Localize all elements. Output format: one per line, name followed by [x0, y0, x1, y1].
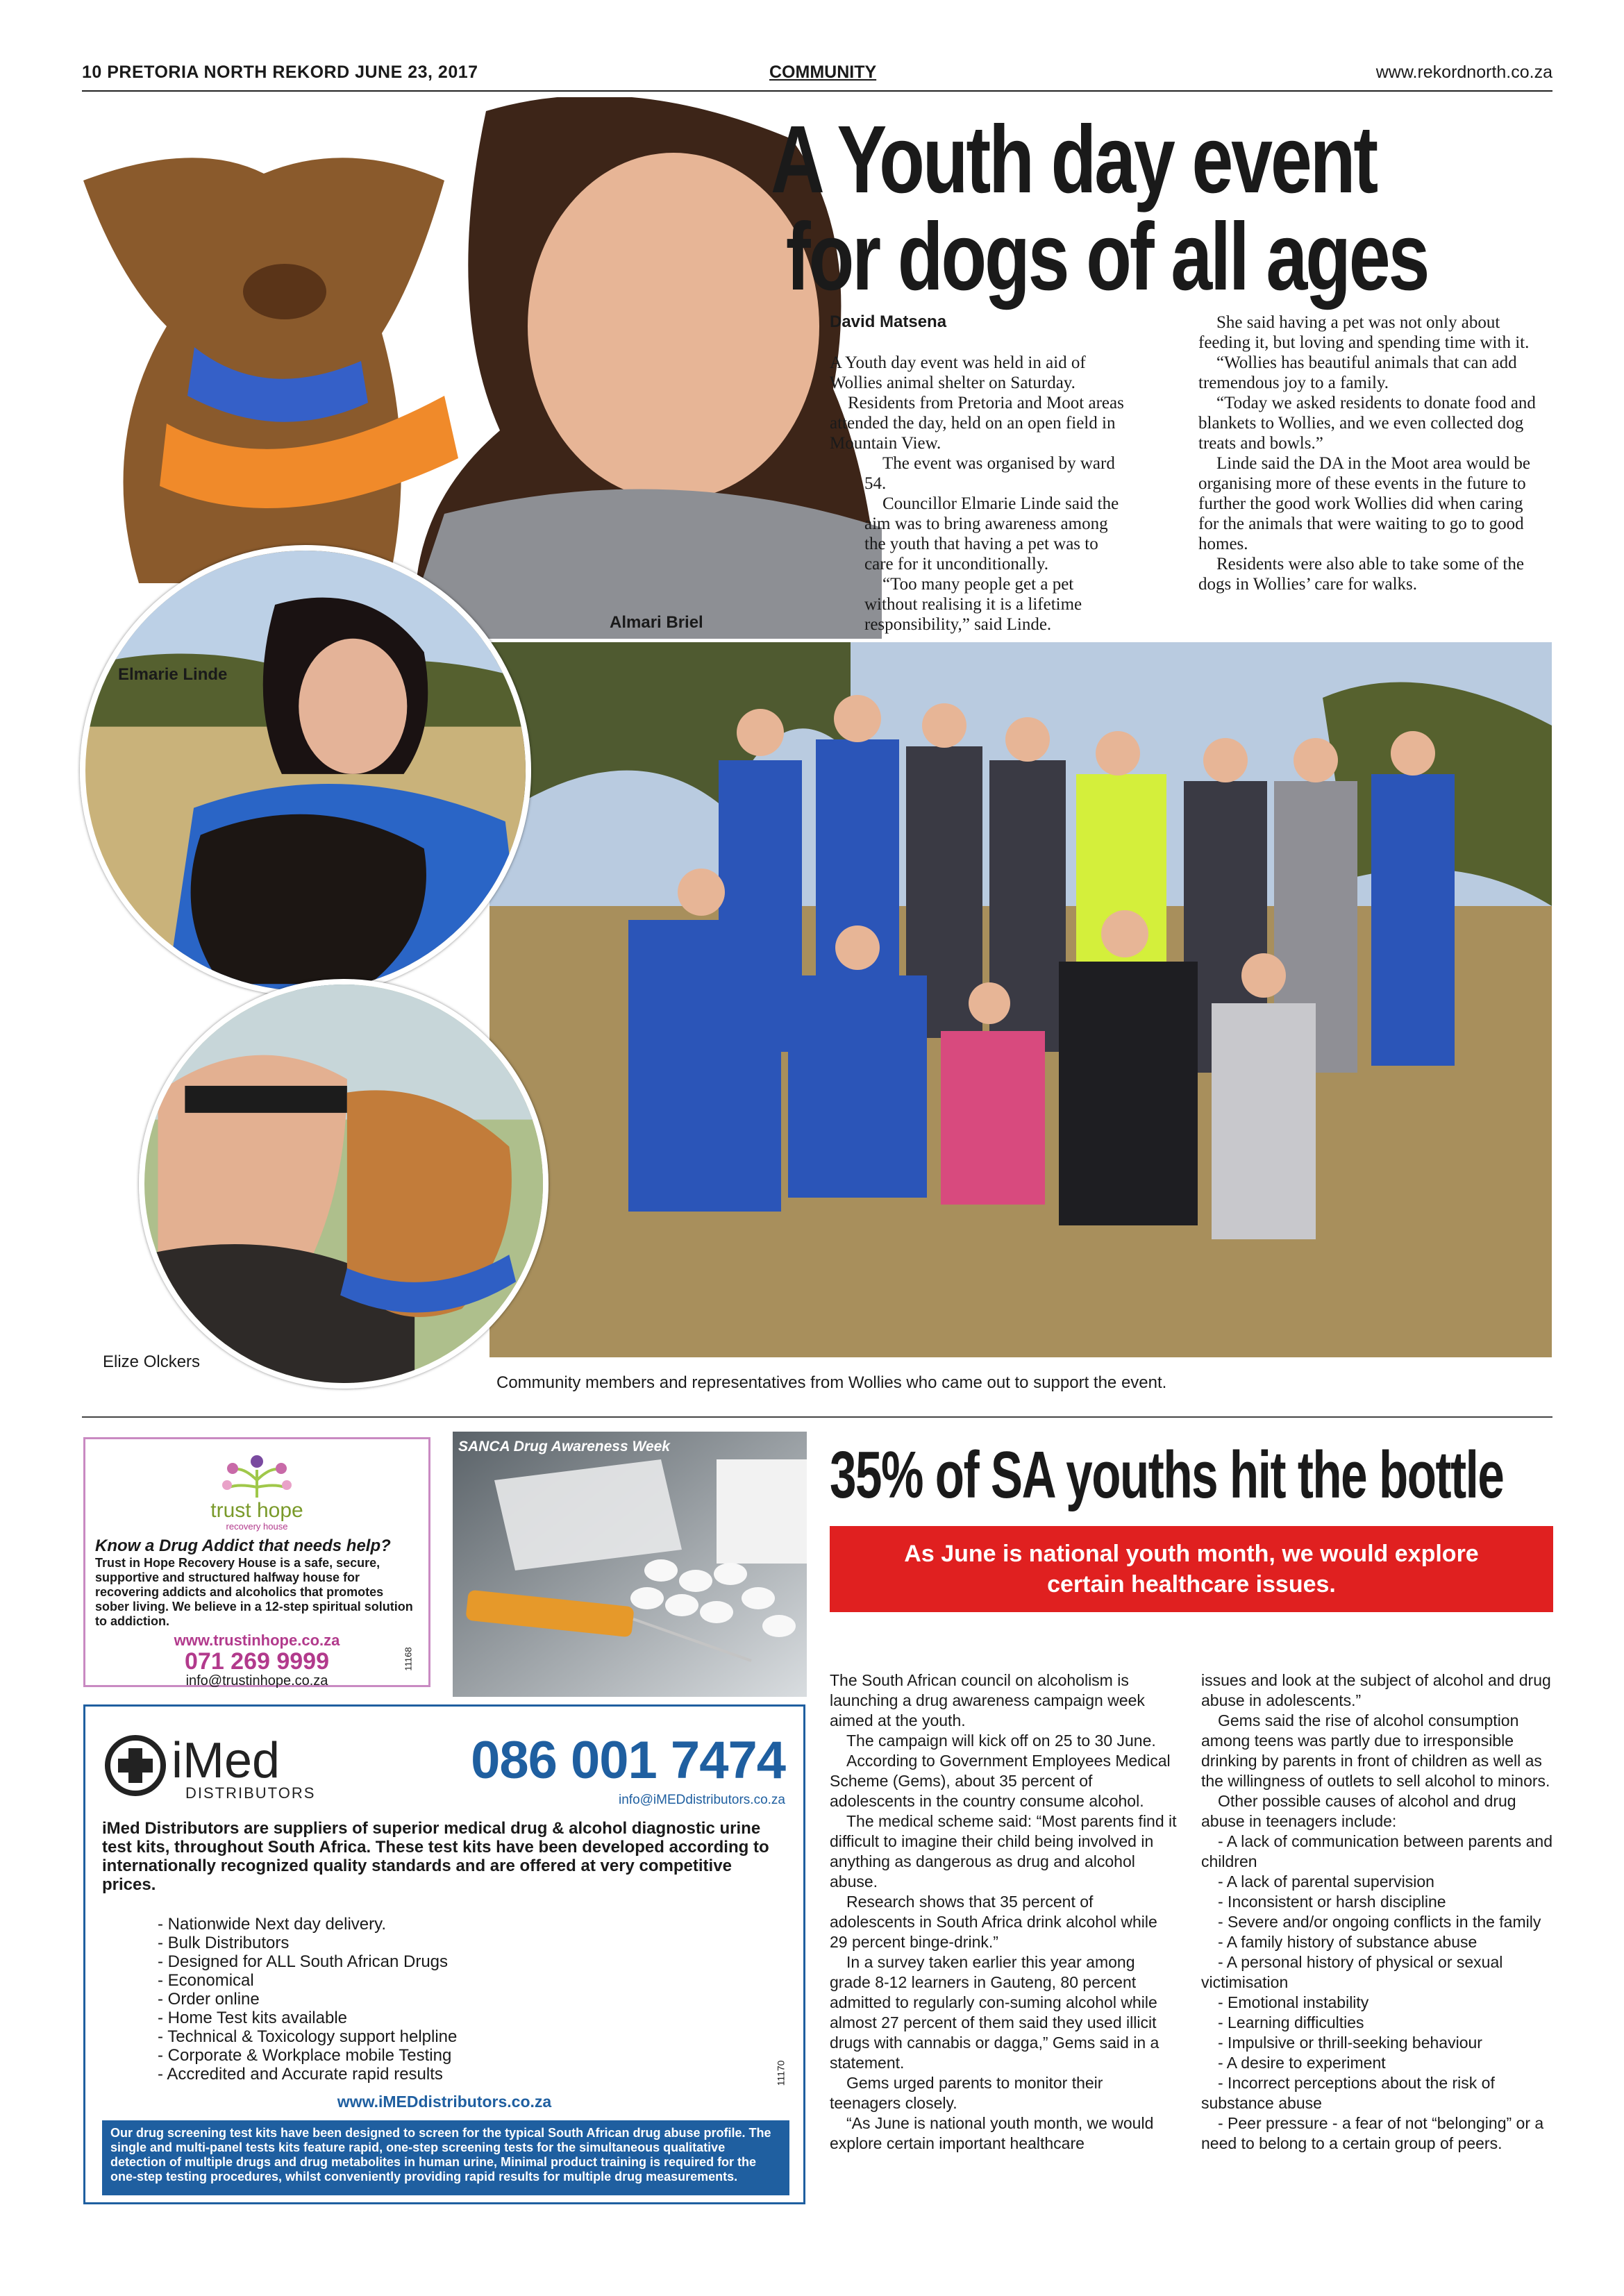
- article1-col1-paragraph: The event was organised by ward 54.: [864, 454, 1115, 493]
- article2-col1-paragraph: Research shows that 35 percent of adolescents in South Africa drink alcohol while 29 percent binge-drink.”: [830, 1893, 1157, 1951]
- article2-col1-paragraph: In a survey taken earlier this year among grade 8-12 learners in Gauteng, 80 percent admitted to regularly con-suming alcohol while almost 27 percent of them said they used illicit drugs with cannabis or dagga,” Gems said in a statement.: [830, 1953, 1160, 2072]
- article1-col1-paragraph: A Youth day event was held in aid of Wollies animal shelter on Saturday.: [830, 353, 1086, 392]
- caption-elmarie-linde: Elmarie Linde: [118, 665, 228, 684]
- article1-byline: David Matsena: [830, 312, 947, 331]
- caption-almari-briel: Almari Briel: [610, 613, 703, 632]
- article2-col2-list-item: - A family history of substance abuse: [1218, 1933, 1477, 1951]
- article2-col2-paragraph: issues and look at the subject of alcohol and drug abuse in adolescents.”: [1201, 1671, 1551, 1709]
- article2-col1-paragraph: The medical scheme said: “Most parents find it difficult to imagine their child being involved in anything as dangerous as drug and alcohol abuse.: [830, 1812, 1177, 1891]
- trust-hope-logo-text: trust hope: [210, 1499, 303, 1522]
- ad-imed-distributors: [83, 1704, 805, 2204]
- imed-ad-code: 11170: [775, 2060, 787, 2086]
- article2-col2-list-item: - Inconsistent or harsh discipline: [1218, 1893, 1446, 1911]
- article1-col1-paragraph: Councillor Elmarie Linde said the aim was to bring awareness among the youth that having a pet was to care for it unconditionally.: [864, 494, 1119, 573]
- trust-hope-logo-sub: recovery house: [226, 1521, 288, 1532]
- photo-elize-olckers: [139, 979, 549, 1389]
- caption-elize-olckers: Elize Olckers: [103, 1352, 201, 1371]
- article2-col2-list-item: - A desire to experiment: [1218, 2054, 1386, 2072]
- imed-feature-item: - Accredited and Accurate rapid results: [158, 2065, 443, 2084]
- ad-trust-phone[interactable]: 071 269 9999: [185, 1648, 329, 1675]
- ad-trust-email[interactable]: info@trustinhope.co.za: [185, 1673, 328, 1689]
- article2-column-2: [1201, 1670, 1554, 2154]
- article1-col2-paragraph: “Wollies has beautiful animals that can add tremendous joy to a family.: [1198, 353, 1517, 392]
- article2-col2-list-item: - A lack of communication between parents and children: [1201, 1832, 1553, 1870]
- article1-col2-paragraph: She said having a pet was not only about feeding it, but loving and spending time with it.: [1198, 313, 1530, 352]
- article2-subhead-line2: certain healthcare issues.: [1047, 1571, 1336, 1598]
- photo-drugs-syringe: [453, 1432, 807, 1697]
- article2-subhead-line1: As June is national youth month, we would explore: [904, 1541, 1479, 1567]
- imed-phone[interactable]: 086 001 7474: [471, 1731, 785, 1790]
- caption-group-photo: Community members and representatives from Wollies who came out to support the event.: [496, 1373, 1167, 1392]
- article2-col2-list-item: - Severe and/or ongoing conflicts in the family: [1218, 1913, 1541, 1931]
- article2-col1-paragraph: Gems urged parents to monitor their teenagers closely.: [830, 2074, 1103, 2112]
- ad-trust-body: Trust in Hope Recovery House is a safe, secure, supportive and structured halfway house for recovering addicts and alcoholics that promotes sober living. We believe in a 12-step spiritual solution to addiction.: [95, 1556, 413, 1628]
- imed-feature-item: - Economical: [158, 1971, 254, 1990]
- article2-col2-paragraph: Gems said the rise of alcohol consumption among teens was partly due to irresponsible drinking by parents in front of children as well as the willingness of outlets to sell alcohol to minors.: [1201, 1711, 1550, 1790]
- article1-col2-paragraph: “Today we asked residents to donate food and blankets to Wollies, and we even collected dog treats and bowls.”: [1198, 394, 1536, 453]
- imed-brand: iMed: [171, 1733, 281, 1788]
- website-link[interactable]: www.rekordnorth.co.za: [1375, 62, 1552, 82]
- imed-intro: iMed Distributors are suppliers of superior medical drug & alcohol diagnostic urine test kits, throughout South Africa. These test kits have been developed according to internationally recognized quality standards and are offered at very competitive prices.: [102, 1819, 769, 1894]
- article2-col2-list-item: - Impulsive or thrill-seeking behaviour: [1218, 2034, 1482, 2052]
- ad-trust-in-hope: [83, 1437, 430, 1687]
- article2-col2-list-item: - A lack of parental supervision: [1218, 1872, 1434, 1891]
- section-title: COMMUNITY: [769, 62, 877, 82]
- trust-hope-logo: [191, 1449, 323, 1532]
- article1-col1-paragraph: “Too many people get a pet without realising it is a lifetime responsibility,” said Linde.: [864, 575, 1082, 634]
- imed-feature-list: [158, 1915, 457, 2084]
- imed-feature-item: - Nationwide Next day delivery.: [158, 1915, 387, 1934]
- article2-col2-list-item: - A personal history of physical or sexual victimisation: [1201, 1953, 1503, 1991]
- ad-trust-title: Know a Drug Addict that needs help?: [95, 1536, 391, 1555]
- ad-trust-code: 11168: [403, 1647, 414, 1671]
- page-folio: 10 PRETORIA NORTH REKORD JUNE 23, 2017: [82, 62, 478, 82]
- imed-bottom-banner: Our drug screening test kits have been designed to screen for the typical South African drug abuse profile. The single and multi-panel tests kits feature rapid, one-step screening tests for the simultaneous qualitative detection of multiple drugs and drug metabolites in human urine, Minimal product training is required for the one-step testing procedures, whilst conveniently providing rapid results for multiple drug measurements.: [102, 2120, 789, 2195]
- article1-headline-line1: A Youth day event: [771, 106, 1377, 213]
- photo-elmarie-linde: [80, 545, 531, 996]
- article2-col2-list-item: - Incorrect perceptions about the risk of substance abuse: [1201, 2074, 1495, 2112]
- imed-feature-item: - Home Test kits available: [158, 2009, 347, 2027]
- article2-headline: 35% of SA youths hit the bottle: [830, 1438, 1504, 1512]
- article2-col2-list-item: - Learning difficulties: [1218, 2013, 1364, 2031]
- section-divider: [82, 1416, 1552, 1418]
- imed-feature-item: - Designed for ALL South African Drugs: [158, 1952, 449, 1971]
- article2-col1-paragraph: According to Government Employees Medical Scheme (Gems), about 35 percent of adolescents in the country consume alcohol.: [830, 1752, 1171, 1810]
- imed-feature-item: - Order online: [158, 1990, 260, 2009]
- imed-feature-item: - Corporate & Workplace mobile Testing: [158, 2046, 452, 2065]
- sanca-label: SANCA Drug Awareness Week: [458, 1439, 670, 1455]
- article1-col1-paragraph: Residents from Pretoria and Moot areas attended the day, held on an open field in Mountain View.: [830, 394, 1124, 453]
- imed-feature-item: - Bulk Distributors: [158, 1934, 290, 1952]
- article2-col1-paragraph: The South African council on alcoholism is launching a drug awareness campaign week aimed at the youth.: [830, 1671, 1145, 1729]
- article1-col2-paragraph: Linde said the DA in the Moot area would be organising more of these events in the future to further the good work Wollies did when caring for the animals that were waiting to go to good homes.: [1198, 454, 1530, 553]
- page-header: [82, 62, 1552, 90]
- article2-col2-list-item: - Peer pressure - a fear of not “belonging” or a need to belong to a certain group of peers.: [1201, 2114, 1544, 2152]
- article2-col1-paragraph: The campaign will kick off on 25 to 30 June.: [846, 1732, 1156, 1750]
- article2-col2-paragraph: Other possible causes of alcohol and drug abuse in teenagers include:: [1201, 1792, 1516, 1830]
- article2-col1-paragraph: “As June is national youth month, we would explore certain important healthcare: [830, 2114, 1154, 2152]
- ad-trust-website[interactable]: www.trustinhope.co.za: [174, 1632, 340, 1649]
- header-rule: [82, 90, 1552, 92]
- article2-column-1: [830, 1670, 1177, 2154]
- photo-group-event: [489, 642, 1552, 1357]
- article1-headline-line2: for dogs of all ages: [785, 203, 1428, 310]
- article2-col2-list-item: - Emotional instability: [1218, 1993, 1369, 2011]
- article1-column-2: [1198, 312, 1546, 594]
- imed-logo: [102, 1727, 331, 1804]
- article2-subhead-banner: [830, 1526, 1553, 1612]
- imed-email[interactable]: info@iMEDdistributors.co.za: [619, 1793, 785, 1807]
- imed-feature-item: - Technical & Toxicology support helpline: [158, 2027, 458, 2046]
- photo-girl-with-dog: [56, 97, 882, 639]
- article1-column-1: [830, 353, 1128, 635]
- article1-headline: [771, 106, 1428, 310]
- imed-brand-sub: DISTRIBUTORS: [185, 1784, 316, 1802]
- imed-website[interactable]: www.iMEDdistributors.co.za: [337, 2093, 552, 2111]
- article1-col2-paragraph: Residents were also able to take some of the dogs in Wollies’ care for walks.: [1198, 555, 1524, 594]
